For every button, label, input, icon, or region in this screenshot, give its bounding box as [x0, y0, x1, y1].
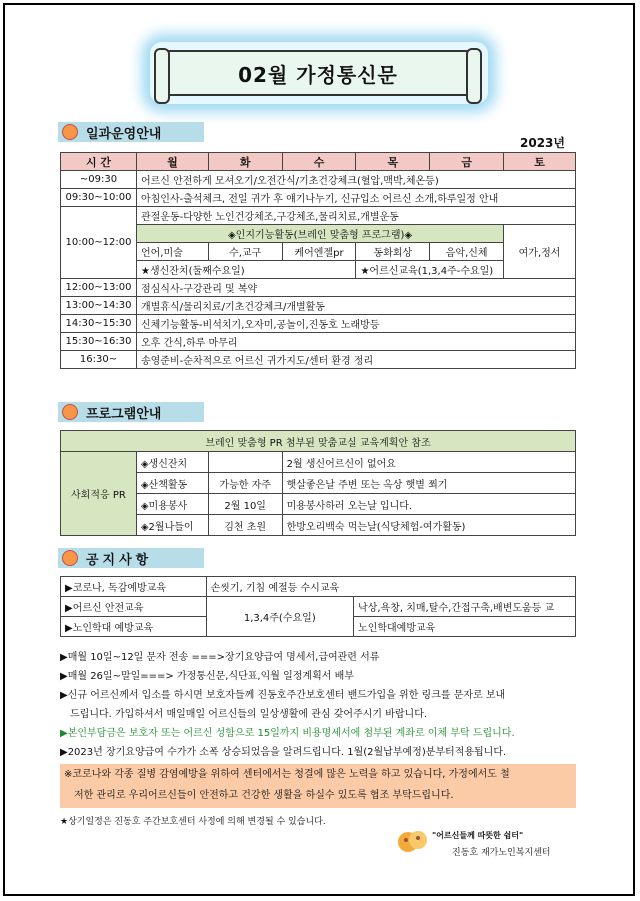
table-row	[61, 597, 576, 617]
table-row	[61, 452, 576, 473]
orange-dot-icon	[62, 124, 78, 140]
program-when: 가능한 자주	[208, 473, 282, 494]
program-when	[208, 452, 282, 473]
footnote: ★상기일정은 진동호 주간보호센터 사정에 의해 변경될 수 있습니다.	[60, 817, 326, 827]
activity-mon: 언어,미술	[136, 243, 208, 261]
year-label: 2023년	[520, 136, 565, 150]
program-desc: 2월 생신어르신이 없어요	[282, 452, 575, 473]
table-row	[61, 577, 576, 597]
table-row	[61, 207, 576, 225]
senior-education-cell: ★어르신교육(1,3,4주-수요일)	[356, 261, 504, 279]
notice-label: ▶코로나, 독감예방교육	[61, 577, 207, 597]
table-row	[61, 261, 576, 279]
section-title: 일과운영안내	[86, 126, 162, 142]
table-row	[61, 473, 576, 494]
notice-table	[60, 576, 576, 637]
program-side-label: 사회적응 PR	[61, 452, 137, 536]
orange-dot-icon	[62, 550, 78, 566]
table-header-row	[61, 153, 576, 171]
program-desc: 햇살좋은날 주변 또는 옥상 햇볕 쬐기	[282, 473, 575, 494]
table-row	[61, 243, 576, 261]
section-header-daily	[58, 122, 204, 142]
table-header-row	[61, 431, 576, 452]
section-header-notice	[58, 548, 204, 568]
section-title: 공지사항	[86, 552, 153, 568]
table-row	[61, 494, 576, 515]
program-desc: 한방오리백숙 먹는날(식당체험-여가활동)	[282, 515, 575, 536]
header-fri: 금	[430, 153, 504, 171]
hygiene-notice-box	[60, 764, 576, 808]
table-row	[61, 189, 576, 207]
program-table	[60, 430, 576, 536]
notice-desc: 손씻기, 기침 예절등 수시교육	[206, 577, 576, 597]
notice-line: ▶매월 10일~12일 문자 전송 ===>장기요양급여 명세서,급여관련 서류	[60, 652, 380, 663]
table-row	[61, 351, 576, 369]
time-cell: ~09:30	[61, 171, 137, 189]
time-cell: 09:30~10:00	[61, 189, 137, 207]
section-header-program	[58, 402, 204, 422]
notice-lines	[60, 648, 580, 762]
notice-desc: 낙상,욕창, 치매,탈수,간접구축,배변도움등 교	[354, 597, 576, 617]
center-logo-icon	[396, 826, 430, 856]
activity-cell: 신체기능활동-비석치기,오자미,공놀이,진동호 노래방등	[136, 315, 575, 333]
activity-tue: 수,교구	[208, 243, 282, 261]
header-sat: 토	[504, 153, 576, 171]
header-time: 시 간	[61, 153, 137, 171]
header-tue: 화	[208, 153, 282, 171]
program-name: ◈생신잔치	[136, 452, 208, 473]
activity-cell: 개별휴식/물리치료/기초건강체크/개별활동	[136, 297, 575, 315]
table-row	[61, 279, 576, 297]
notice-line: 드립니다. 가입하셔서 매일매일 어르신들의 일상생활에 관심 갖어주시기 바랍니다.	[70, 709, 428, 720]
notice-when: 1,3,4주(수요일)	[206, 597, 354, 637]
cognitive-activity-cell: ◈인지기능활동(브레인 맞춤형 프로그램)◈	[136, 225, 503, 243]
notice-desc: 노인학대예방교육	[354, 617, 576, 637]
orange-dot-icon	[62, 404, 78, 420]
activity-fri: 음악,신체	[430, 243, 504, 261]
logo-slogan: "어르신들께 따뜻한 쉼터"	[432, 831, 524, 840]
activity-cell: 관절운동-다양한 노인건강체조,구강체조,물리치료,개별운동	[136, 207, 575, 225]
notice-label: ▶노인학대 예방교육	[61, 617, 207, 637]
header-wed: 수	[282, 153, 356, 171]
scroll-roll-right	[466, 48, 482, 104]
hygiene-line: 저한 관리로 우리어르신들이 안전하고 건강한 생활을 하실수 있도록 협조 부탁드립니다.	[74, 790, 454, 801]
notice-line: ▶신규 어르신께서 입소를 하시면 보호자들께 진동호주간보호센터 밴드가입을 위한 링크를 문자로 보내	[60, 690, 506, 701]
scroll-roll-left	[154, 48, 170, 104]
activity-wed: 케어엔젤pr	[282, 243, 356, 261]
time-cell: 12:00~13:00	[61, 279, 137, 297]
table-row	[61, 515, 576, 536]
table-row	[61, 171, 576, 189]
page-title: 02월 가정통신문	[238, 62, 398, 87]
center-name: 진동호 재가노인복지센터	[452, 848, 551, 858]
section-title: 프로그램안내	[86, 406, 162, 422]
program-name: ◈미용봉사	[136, 494, 208, 515]
notice-label: ▶어르신 안전교육	[61, 597, 207, 617]
activity-cell: 오후 간식,하루 마무리	[136, 333, 575, 351]
fee-notice: ▶2023년 장기요양급여 수가가 소폭 상승되었음을 알려드립니다. 1월(2월납부예정)분부터적용됩니다.	[60, 747, 507, 758]
program-when: 김천 초원	[208, 515, 282, 536]
program-name: ◈산책활동	[136, 473, 208, 494]
time-cell: 13:00~14:30	[61, 297, 137, 315]
header-thu: 목	[356, 153, 430, 171]
activity-thu: 동화회상	[356, 243, 430, 261]
time-cell: 16:30~	[61, 351, 137, 369]
table-row	[61, 297, 576, 315]
program-desc: 미용봉사하러 오는날 입니다.	[282, 494, 575, 515]
table-row	[61, 315, 576, 333]
time-cell: 10:00~12:00	[61, 207, 137, 279]
program-header: 브레인 맞춤형 PR 첨부된 맞춤교실 교육계획안 참조	[61, 431, 576, 452]
title-banner	[160, 50, 476, 96]
saturday-cell: 여가,정서	[504, 225, 576, 279]
birthday-party-cell: ★생신잔치(둘째수요일)	[136, 261, 355, 279]
payment-notice: ▶본인부담금은 보호자 또는 어르신 성함으로 15일까지 비용명세서에 첨부된 계좌로 이체 부탁 드립니다.	[60, 728, 515, 739]
program-when: 2월 10일	[208, 494, 282, 515]
notice-line: ▶매월 26일~말일===> 가정통신문,식단표,익월 일정계획서 배부	[60, 671, 354, 682]
program-name: ◈2월나들이	[136, 515, 208, 536]
time-cell: 15:30~16:30	[61, 333, 137, 351]
activity-cell: 점심식사-구강관리 및 복약	[136, 279, 575, 297]
hygiene-line: ※코로나와 각종 질병 감염예방을 위하여 센터에서는 청결에 많은 노력을 하고 있습니다, 가정에서도 철	[64, 769, 510, 780]
table-row	[61, 225, 576, 243]
table-row	[61, 333, 576, 351]
daily-schedule-table	[60, 152, 576, 369]
activity-cell: 송영준비-순차적으로 어르신 귀가지도/센터 환경 정리	[136, 351, 575, 369]
activity-cell: 아침인사-출석체크, 전일 귀가 후 얘기나누기, 신규입소 어르신 소개,하루일정 안내	[136, 189, 575, 207]
activity-cell: 어르신 안전하게 모셔오기/오전간식/기초건강체크(혈압,맥박,체온등)	[136, 171, 575, 189]
header-mon: 월	[136, 153, 208, 171]
time-cell: 14:30~15:30	[61, 315, 137, 333]
